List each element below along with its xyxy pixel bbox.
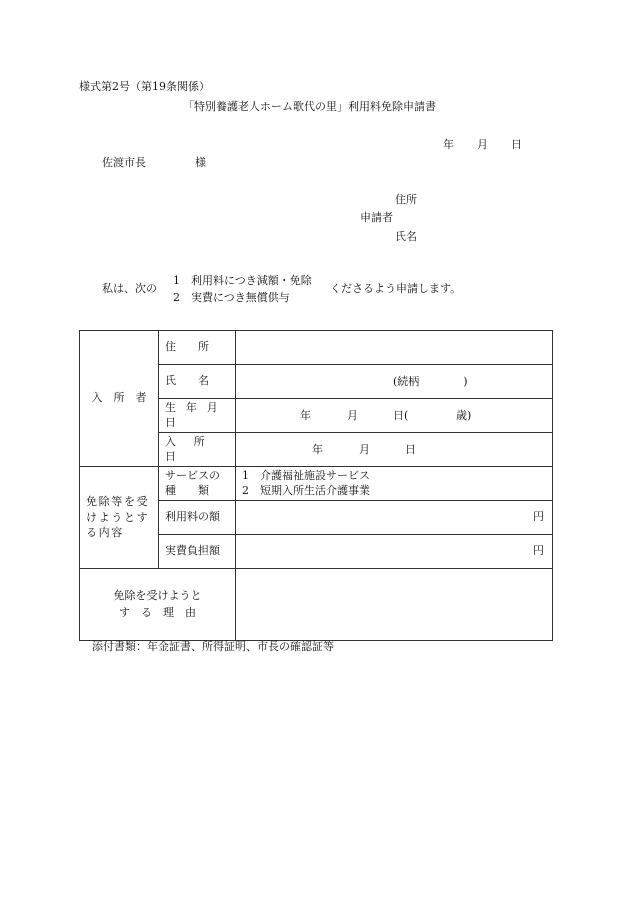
form-title: 「特別養護老人ホーム歌代の里」利用料免除申請書 <box>183 100 436 113</box>
application-table <box>79 330 553 641</box>
actual-cost-field[interactable] <box>236 535 553 569</box>
request-suffix: くださるよう申請します。 <box>330 282 462 295</box>
admission-label: 入所日 <box>159 433 236 467</box>
birthdate-label: 生年月日 <box>159 399 236 433</box>
request-option-1: 1 利用料につき減額・免除 <box>173 274 312 287</box>
reason-label: 免除を受けようと す る 理 由 <box>80 569 236 641</box>
birthdate-field[interactable] <box>236 399 553 433</box>
service-option-1: 1 介護福祉施設サービス <box>242 468 370 482</box>
birth-day: 日( <box>393 409 409 422</box>
birth-year: 年 <box>300 409 311 422</box>
admission-day: 日 <box>405 443 416 456</box>
birth-age: 歳) <box>456 409 472 422</box>
reason-field[interactable] <box>236 569 553 641</box>
resident-group-label: 入 所 者 <box>80 331 159 467</box>
usage-fee-label: 利用料の額 <box>159 501 236 535</box>
actual-cost-label: 実費負担額 <box>159 535 236 569</box>
actual-cost-unit: 円 <box>533 544 544 558</box>
applicant-address-label: 住所 <box>395 193 417 206</box>
service-option-2: 2 短期入所生活介護事業 <box>242 483 370 497</box>
date-day: 日 <box>511 138 522 151</box>
date-month: 月 <box>477 138 488 151</box>
resident-address-field[interactable] <box>236 331 553 365</box>
relation-label: (続柄 ) <box>393 375 468 388</box>
usage-fee-field[interactable] <box>236 501 553 535</box>
addressee-honorific: 様 <box>195 156 206 169</box>
resident-name-field[interactable] <box>236 365 553 399</box>
admission-month: 月 <box>359 443 370 456</box>
request-prefix: 私は、次の <box>102 282 157 295</box>
form-number: 様式第2号（第19条関係） <box>79 80 210 93</box>
exemption-group-label: 免除等を受けようとする内容 <box>80 467 159 569</box>
applicant-role-label: 申請者 <box>360 211 393 224</box>
admission-date-field[interactable] <box>236 433 553 467</box>
birth-month: 月 <box>347 409 358 422</box>
name-label: 氏 名 <box>159 365 236 399</box>
service-type-label: サービスの 種 類 <box>159 467 236 501</box>
addressee-name: 佐渡市長 <box>102 156 146 169</box>
applicant-name-label: 氏名 <box>395 230 417 243</box>
request-option-2: 2 実費につき無償供与 <box>173 291 290 304</box>
address-label: 住 所 <box>159 331 236 365</box>
service-type-field[interactable] <box>236 467 553 501</box>
date-year: 年 <box>443 138 454 151</box>
admission-year: 年 <box>312 443 323 456</box>
attachments-note: 添付書類：年金証書、所得証明、市長の確認証等 <box>92 640 334 653</box>
usage-fee-unit: 円 <box>533 510 544 524</box>
